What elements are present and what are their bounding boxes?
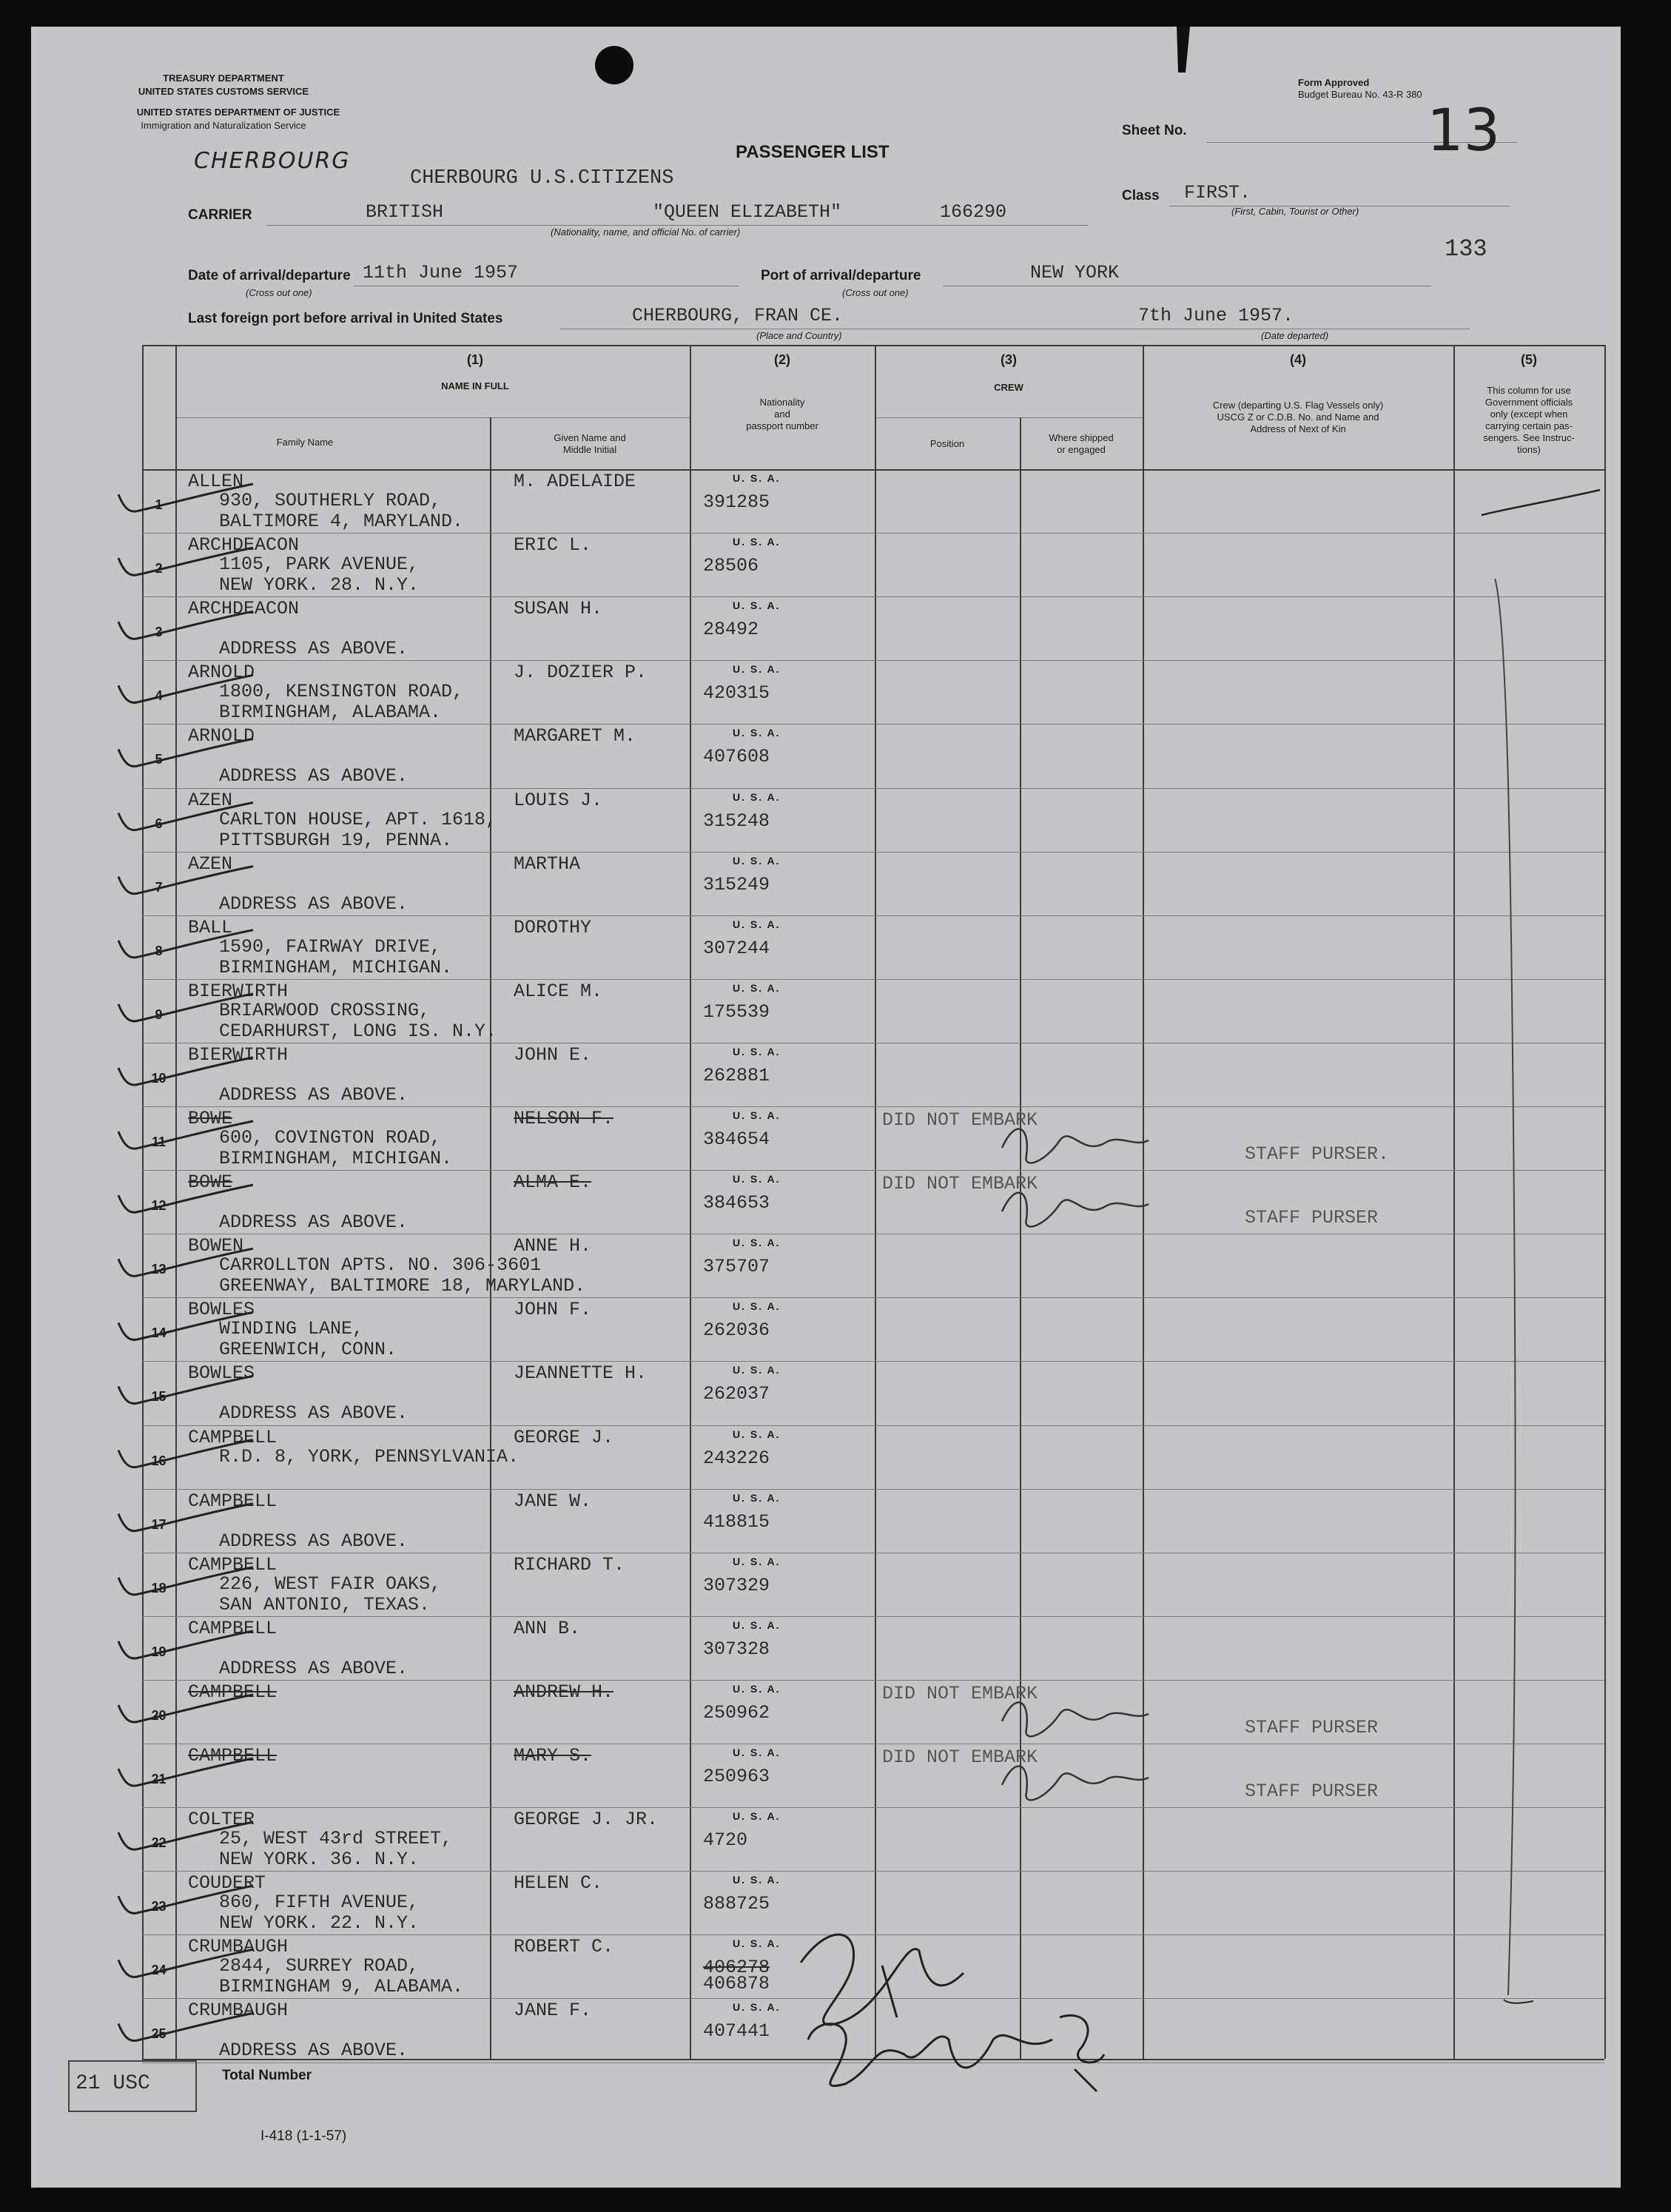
passport-number: 262037: [703, 1383, 770, 1405]
address-line-2: CEDARHURST, LONG IS. N.Y.: [219, 1020, 497, 1042]
nationality: U. S. A.: [733, 790, 781, 803]
given-name: RICHARD T.: [514, 1553, 625, 1576]
family-name: COUDERT: [188, 1872, 266, 1895]
nationality: U. S. A.: [733, 1237, 781, 1249]
tick-mark: [118, 994, 253, 1021]
given-name: JOHN F.: [514, 1299, 592, 1321]
passport-number: 175539: [703, 1001, 770, 1023]
address-line-1: CARLTON HOUSE, APT. 1618,: [219, 808, 497, 830]
given-name: JOHN E.: [514, 1043, 592, 1066]
passport-number: 250962: [703, 1701, 770, 1724]
col3-number: (3): [1001, 352, 1017, 367]
nationality: U. S. A.: [733, 1937, 781, 1950]
given-name: ERIC L.: [514, 534, 592, 557]
date-hint: (Cross out one): [246, 287, 312, 298]
purser-signature: [1002, 1193, 1149, 1227]
family-name: ARNOLD: [188, 662, 255, 684]
check-mark: [1482, 490, 1600, 515]
given-name: ANNE H.: [514, 1235, 592, 1257]
tick-mark: [118, 803, 253, 830]
col3-title: CREW: [994, 382, 1023, 393]
family-name: ALLEN: [188, 471, 244, 492]
tick-mark: [118, 1248, 253, 1276]
passport-number: 307329: [703, 1574, 770, 1596]
tick-mark: [118, 1567, 253, 1595]
family-name: CAMPBELL: [188, 1681, 278, 1703]
passport-number: 4720: [703, 1829, 748, 1852]
family-name: BIERWIRTH: [188, 1043, 289, 1066]
tick-mark: [118, 484, 253, 511]
given-name: JANE W.: [514, 1490, 592, 1512]
carrier-label: CARRIER: [188, 207, 252, 223]
col4-number: (4): [1290, 352, 1306, 367]
address-line-2: NEW YORK. 22. N.Y.: [219, 1912, 420, 1934]
row-number: 17: [151, 1516, 167, 1532]
given-name: HELEN C.: [514, 1872, 603, 1895]
family-name: BOWLES: [188, 1362, 255, 1385]
given-name: ALMA E.: [514, 1171, 592, 1194]
sheet-number: 13: [1427, 98, 1501, 164]
given-name: GEORGE J. JR.: [514, 1809, 659, 1831]
col1-given-name: Given Name and Middle Initial: [554, 432, 626, 455]
given-name: DOROTHY: [514, 916, 592, 938]
row-number: 24: [151, 1963, 167, 1978]
address-line-2: BIRMINGHAM, MICHIGAN.: [219, 956, 453, 978]
family-name: ARNOLD: [188, 725, 255, 747]
class-value: FIRST.: [1184, 182, 1251, 204]
family-name: BALL: [188, 916, 233, 938]
last-port-label: Last foreign port before arrival in United States: [188, 311, 503, 326]
sheet-label: Sheet No.: [1122, 123, 1187, 138]
margin-line: [1495, 579, 1516, 1995]
row-number: 21: [151, 1772, 167, 1786]
row-number: 1: [155, 497, 163, 512]
given-name: JEANNETTE H.: [514, 1362, 648, 1385]
address-line-2: BIRMINGHAM, MICHIGAN.: [219, 1148, 453, 1169]
carrier-name: "QUEEN ELIZABETH": [653, 201, 842, 223]
tick-mark: [118, 611, 253, 639]
passport-number: 888725: [703, 1893, 770, 1915]
nationality: U. S. A.: [733, 1045, 781, 1058]
date-label: Date of arrival/departure: [188, 268, 351, 283]
address-line-1: 226, WEST FAIR OAKS,: [219, 1573, 442, 1595]
agency-line-1: TREASURY DEPARTMENT: [163, 73, 284, 84]
date-departed-hint: (Date departed): [1261, 330, 1329, 341]
port-hint: (Cross out one): [842, 287, 909, 298]
family-name: CRUMBAUGH: [188, 2000, 289, 2022]
page-count: 133: [1445, 235, 1487, 263]
passport-number: 384654: [703, 1129, 770, 1150]
given-name: ALICE M.: [514, 980, 603, 1002]
tick-mark: [118, 1822, 253, 1849]
nationality: U. S. A.: [733, 663, 781, 676]
given-name: GEORGE J.: [514, 1426, 614, 1448]
family-name: CAMPBELL: [188, 1490, 278, 1512]
family-name: ARCHDEACON: [188, 598, 300, 620]
address-line-2: BIRMINGHAM 9, ALABAMA.: [219, 1976, 464, 1998]
carrier-official-number: 166290: [940, 201, 1007, 223]
family-name: BOWLES: [188, 1299, 255, 1321]
family-name: AZEN: [188, 789, 233, 811]
row-number: 8: [155, 943, 163, 958]
port-of-arrival: NEW YORK: [1030, 262, 1120, 283]
passport-number: 420315: [703, 682, 770, 705]
address-line-2: GREENWAY, BALTIMORE 18, MARYLAND.: [219, 1275, 586, 1297]
nationality: U. S. A.: [733, 727, 781, 739]
passport-number: 407608: [703, 746, 770, 768]
form-title: PASSENGER LIST: [736, 142, 890, 162]
passport-number: 307244: [703, 937, 770, 959]
address-line-1: 1105, PARK AVENUE,: [219, 554, 420, 576]
family-name: BIERWIRTH: [188, 980, 289, 1002]
remark-did-not-embark: DID NOT EMBARK: [882, 1173, 1038, 1195]
address-line-2: ADDRESS AS ABOVE.: [219, 638, 408, 660]
staff-purser-note: STAFF PURSER: [1245, 1207, 1379, 1229]
nationality: U. S. A.: [733, 1491, 781, 1504]
given-name: MARTHA: [514, 853, 581, 875]
address-line-1: 2844, SURREY ROAD,: [219, 1955, 420, 1977]
staff-purser-note: STAFF PURSER: [1245, 1781, 1379, 1802]
family-name: BOWE: [188, 1108, 233, 1129]
family-name: BOWEN: [188, 1235, 244, 1257]
col4-title: Crew (departing U.S. Flag Vessels only) USCG Z or C.D.B. No. and Name and Address of Next of Kin: [1212, 400, 1384, 434]
row-number: 5: [155, 752, 163, 767]
address-line-2: ADDRESS AS ABOVE.: [219, 1083, 408, 1106]
tick-mark: [118, 548, 253, 575]
passport-number: 384653: [703, 1192, 770, 1214]
address-line-2: ADDRESS AS ABOVE.: [219, 765, 408, 787]
ink-blot: [1177, 27, 1190, 73]
tick-mark: [118, 1631, 253, 1658]
signature: [801, 1934, 964, 2025]
row-number: 3: [155, 625, 163, 640]
last-foreign-port: CHERBOURG, FRAN CE.: [632, 305, 844, 326]
given-name: ANDREW H.: [514, 1681, 614, 1703]
address-line-1: 1590, FAIRWAY DRIVE,: [219, 935, 442, 958]
tick-mark: [118, 1058, 253, 1085]
passport-number: 391285: [703, 491, 770, 513]
passport-number-corrected: 406878: [703, 1973, 770, 1995]
row-number: 16: [151, 1453, 167, 1468]
address-line-2: GREENWICH, CONN.: [219, 1339, 397, 1361]
staff-purser-note: STAFF PURSER.: [1245, 1143, 1390, 1165]
col1-title: NAME IN FULL: [441, 380, 509, 391]
family-name: CAMPBELL: [188, 1426, 278, 1448]
tick-mark: [118, 867, 253, 894]
row-number: 9: [155, 1006, 163, 1022]
date-of-arrival: 11th June 1957: [363, 262, 519, 283]
list-subtitle: CHERBOURG U.S.CITIZENS: [410, 167, 674, 189]
row-number: 22: [151, 1835, 167, 1851]
form-number: I-418 (1-1-57): [260, 2128, 347, 2144]
address-line-1: BRIARWOOD CROSSING,: [219, 999, 431, 1021]
given-name: NELSON F.: [514, 1108, 614, 1129]
given-name: ROBERT C.: [514, 1936, 614, 1958]
row-number: 20: [151, 1707, 167, 1723]
agency-line-3: UNITED STATES DEPARTMENT OF JUSTICE: [136, 107, 340, 118]
nationality: U. S. A.: [733, 854, 781, 867]
family-name: CAMPBELL: [188, 1553, 278, 1576]
tick-mark: [118, 1312, 253, 1339]
row-number: 4: [155, 688, 163, 704]
nationality: U. S. A.: [733, 1682, 781, 1695]
passport-number: 243226: [703, 1447, 770, 1469]
family-name: CRUMBAUGH: [188, 1936, 289, 1958]
remark-did-not-embark: DID NOT EMBARK: [882, 1109, 1038, 1131]
tick-mark: [118, 1695, 253, 1722]
nationality: U. S. A.: [733, 472, 781, 484]
address-line-1: 600, COVINGTON ROAD,: [219, 1127, 442, 1149]
row-number: 10: [151, 1070, 167, 1086]
row-number: 6: [155, 816, 163, 831]
row-number: 23: [151, 1899, 167, 1915]
row-number: 15: [151, 1389, 167, 1405]
given-name: ANN B.: [514, 1617, 581, 1639]
date-departed: 7th June 1957.: [1138, 305, 1294, 326]
address-line-2: NEW YORK. 28. N.Y.: [219, 574, 420, 596]
col3-where-shipped: Where shipped or engaged: [1049, 432, 1114, 455]
nationality: U. S. A.: [733, 1810, 781, 1823]
purser-signature: [1002, 1766, 1149, 1801]
nationality: U. S. A.: [733, 1173, 781, 1186]
passport-number: 307328: [703, 1638, 770, 1660]
carrier-nationality: BRITISH: [366, 201, 444, 223]
nationality: U. S. A.: [733, 2001, 781, 2014]
tick-mark: [118, 1121, 253, 1149]
passport-number: 315249: [703, 873, 770, 895]
staff-purser-note: STAFF PURSER: [1245, 1716, 1379, 1738]
tick-mark: [118, 675, 253, 702]
family-name: ARCHDEACON: [188, 534, 300, 557]
handwritten-port: CHERBOURG: [194, 148, 351, 174]
passport-number: 262036: [703, 1320, 770, 1342]
tick-mark: [118, 1886, 253, 1913]
nationality: U. S. A.: [733, 1874, 781, 1886]
nationality: U. S. A.: [733, 1555, 781, 1567]
remark-did-not-embark: DID NOT EMBARK: [882, 1747, 1038, 1768]
passport-number: 262881: [703, 1064, 770, 1086]
row-number: 13: [151, 1262, 167, 1277]
nationality: U. S. A.: [733, 1109, 781, 1121]
remark-did-not-embark: DID NOT EMBARK: [882, 1682, 1038, 1704]
total-number-label: Total Number: [222, 2068, 312, 2083]
given-name: J. DOZIER P.: [514, 662, 648, 684]
address-line-2: BALTIMORE 4, MARYLAND.: [219, 511, 464, 532]
nationality: U. S. A.: [733, 1364, 781, 1376]
address-line-1: CARROLLTON APTS. NO. 306-3601: [219, 1254, 542, 1277]
family-name: CAMPBELL: [188, 1617, 278, 1639]
passport-number: 406278: [703, 1957, 770, 1979]
col5-number: (5): [1521, 352, 1537, 367]
address-line-1: 25, WEST 43rd STREET,: [219, 1828, 453, 1850]
row-number: 2: [155, 561, 163, 576]
address-line-1: WINDING LANE,: [219, 1318, 364, 1340]
row-number: 11: [151, 1134, 167, 1149]
nationality: U. S. A.: [733, 599, 781, 612]
tick-mark: [118, 1504, 253, 1531]
class-hint: (First, Cabin, Tourist or Other): [1231, 206, 1359, 217]
agency-line-2: UNITED STATES CUSTOMS SERVICE: [138, 86, 309, 97]
last-port-hint: (Place and Country): [756, 330, 842, 341]
nationality: U. S. A.: [733, 1300, 781, 1313]
address-line-2: ADDRESS AS ABOVE.: [219, 1530, 408, 1552]
address-line-1: 930, SOUTHERLY ROAD,: [219, 490, 442, 511]
address-line-1: R.D. 8, YORK, PENNSYLVANIA.: [219, 1445, 520, 1468]
address-line-2: BIRMINGHAM, ALABAMA.: [219, 702, 442, 724]
family-name: CAMPBELL: [188, 1745, 278, 1766]
annotation-overlay: [31, 27, 1621, 2188]
signature: [808, 2015, 1104, 2091]
col2-title: Nationality and passport number: [746, 397, 818, 431]
address-line-1: 1800, KENSINGTON ROAD,: [219, 681, 464, 703]
tick-mark: [118, 930, 253, 958]
passenger-list-page: [31, 27, 1621, 2188]
address-line-2: ADDRESS AS ABOVE.: [219, 1402, 408, 1425]
address-line-2: ADDRESS AS ABOVE.: [219, 1211, 408, 1234]
given-name: MARY S.: [514, 1745, 592, 1766]
stamp-text: 21 USC: [75, 2072, 150, 2095]
passport-number: 28506: [703, 555, 759, 577]
tick-mark: [118, 1376, 253, 1403]
col1-number: (1): [467, 352, 483, 367]
tick-mark: [118, 1758, 253, 1786]
address-line-2: ADDRESS AS ABOVE.: [219, 1657, 408, 1679]
nationality: U. S. A.: [733, 981, 781, 994]
given-name: JANE F.: [514, 2000, 592, 2022]
col1-family-name: Family Name: [276, 437, 334, 448]
tick-mark: [118, 739, 253, 766]
tick-mark: [118, 1185, 253, 1212]
passport-number: 407441: [703, 2020, 770, 2043]
nationality: U. S. A.: [733, 1618, 781, 1631]
passport-number: 418815: [703, 1510, 770, 1533]
family-name: AZEN: [188, 853, 233, 875]
row-number: 14: [151, 1325, 167, 1341]
row-number: 12: [151, 1198, 167, 1214]
col3-position: Position: [929, 438, 965, 449]
col2-number: (2): [774, 352, 790, 367]
port-label: Port of arrival/departure: [761, 268, 921, 283]
row-number: 19: [151, 1644, 167, 1659]
tick-mark: [118, 1440, 253, 1468]
row-number: 18: [151, 1580, 167, 1596]
given-name: SUSAN H.: [514, 598, 603, 620]
purser-signature: [1002, 1129, 1149, 1163]
row-number: 25: [151, 2026, 167, 2042]
class-label: Class: [1122, 188, 1160, 204]
nationality: U. S. A.: [733, 1747, 781, 1758]
family-name: COLTER: [188, 1809, 255, 1831]
address-line-1: 860, FIFTH AVENUE,: [219, 1892, 420, 1914]
nationality: U. S. A.: [733, 918, 781, 930]
address-line-2: ADDRESS AS ABOVE.: [219, 2040, 408, 2062]
purser-signature: [1002, 1702, 1149, 1736]
form-approved: Form Approved: [1298, 77, 1370, 88]
given-name: LOUIS J.: [514, 789, 603, 811]
address-line-2: ADDRESS AS ABOVE.: [219, 892, 408, 915]
nationality: U. S. A.: [733, 536, 781, 548]
row-number: 7: [155, 879, 163, 895]
passport-number: 375707: [703, 1256, 770, 1278]
passport-number: 315248: [703, 810, 770, 832]
budget-bureau-no: Budget Bureau No. 43-R 380: [1298, 89, 1422, 100]
col5-title: This column for use Government officials only (except when carrying certain pas- sengers. See Instruc- tions): [1483, 385, 1575, 455]
tick-mark: [118, 1949, 253, 1977]
agency-line-4: Immigration and Naturalization Service: [141, 120, 306, 131]
passport-number: 28492: [703, 619, 759, 641]
address-line-2: SAN ANTONIO, TEXAS.: [219, 1593, 431, 1616]
passport-number: 250963: [703, 1766, 770, 1787]
carrier-hint: (Nationality, name, and official No. of carrier): [551, 226, 741, 238]
check-mark: [1504, 2000, 1533, 2003]
nationality: U. S. A.: [733, 1428, 781, 1440]
address-line-2: NEW YORK. 36. N.Y.: [219, 1849, 420, 1871]
tick-mark: [118, 2013, 253, 2040]
given-name: MARGARET M.: [514, 725, 636, 747]
family-name: BOWE: [188, 1171, 233, 1194]
address-line-2: PITTSBURGH 19, PENNA.: [219, 829, 453, 851]
given-name: M. ADELAIDE: [514, 471, 636, 492]
